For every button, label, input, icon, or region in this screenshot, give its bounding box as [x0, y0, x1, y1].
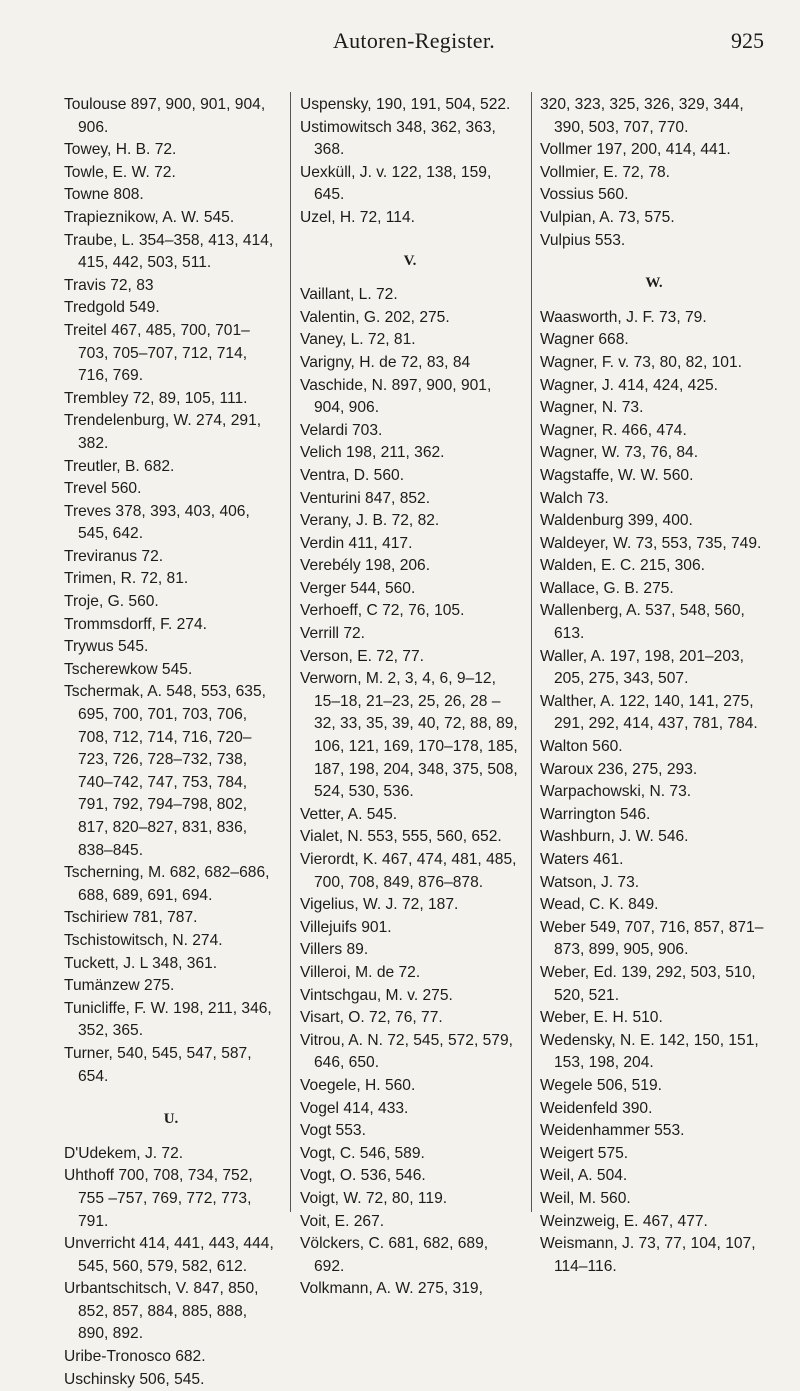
index-entry: Wagner, W. 73, 76, 84.	[540, 444, 699, 462]
index-entry: Verrill 72.	[300, 625, 366, 643]
index-entry: Ustimowitsch 348, 362, 363, 368.	[300, 118, 496, 159]
index-entry: Valentin, G. 202, 275.	[300, 308, 450, 326]
page-title: Autoren-Register.	[332, 28, 496, 53]
index-entry: Weinzweig, E. 467, 477.	[540, 1212, 708, 1230]
index-entry: Waldenburg 399, 400.	[540, 512, 693, 530]
index-entry: D'Udekem, J. 72.	[64, 1144, 184, 1162]
index-entry: Tredgold 549.	[64, 299, 160, 317]
index-entry: Tunicliffe, F. W. 198, 211, 346, 352, 365.	[64, 999, 272, 1040]
index-entry: Trevel 560.	[64, 480, 142, 498]
index-entry: Urbantschitsch, V. 847, 850, 852, 857, 884, 885, 888, 890, 892.	[64, 1280, 259, 1343]
index-entry: Traube, L. 354–358, 413, 414, 415, 442, 503, 511.	[64, 231, 274, 272]
index-entry: Walton 560.	[540, 738, 623, 756]
index-entry: Weil, M. 560.	[540, 1189, 631, 1207]
index-entry: Vulpian, A. 73, 575.	[540, 208, 675, 226]
index-entry: Verger 544, 560.	[300, 579, 416, 597]
index-entry: Weigert 575.	[540, 1144, 629, 1162]
index-entry: Wegele 506, 519.	[540, 1076, 662, 1094]
index-entry: Vogel 414, 433.	[300, 1099, 409, 1117]
index-entry: Verdin 411, 417.	[300, 534, 413, 552]
index-entry: Vierordt, K. 467, 474, 481, 485, 700, 708, 849, 876–878.	[300, 851, 517, 891]
index-entry: Watson, J. 73.	[540, 873, 640, 891]
index-entry: Trapieznikow, A. W. 545.	[64, 208, 235, 226]
index-entry: Vaschide, N. 897, 900, 901, 904, 906.	[300, 376, 492, 417]
index-entry: Walden, E. C. 215, 306.	[540, 557, 705, 575]
index-entry: Vitrou, A. N. 72, 545, 572, 579, 646, 650.	[300, 1031, 513, 1072]
index-entry: Verworn, M. 2, 3, 4, 6, 9–12, 15–18, 21–23, 25, 26, 28 –32, 33, 35, 39, 40, 72, 88, 89, 106, 121, 169, 170–178, 185, 187, 198, 204, 348, 375, 508, 524, 530, 536.	[300, 670, 518, 801]
index-entry: Vossius 560.	[540, 186, 629, 204]
index-entry: Verhoeff, C 72, 76, 105.	[300, 602, 465, 620]
index-entry: Wead, C. K. 849.	[540, 896, 659, 914]
column-divider	[290, 92, 291, 1212]
index-entry: Treves 378, 393, 403, 406, 545, 642.	[64, 502, 250, 543]
index-entry: Wallenberg, A. 537, 548, 560, 613.	[540, 602, 745, 643]
index-entry: Uschinsky 506, 545.	[64, 1370, 205, 1388]
index-entry: Unverricht 414, 441, 443, 444, 545, 560, 579, 582, 612.	[64, 1235, 274, 1275]
index-entry: Voigt, W. 72, 80, 119.	[300, 1189, 448, 1207]
index-entry: Weidenfeld 390.	[540, 1099, 653, 1117]
index-entry: Travis 72, 83	[64, 276, 154, 294]
index-entry: Velardi 703.	[300, 421, 383, 439]
index-entry: Trembley 72, 89, 105, 111.	[64, 389, 248, 407]
index-entry: Warpachowski, N. 73.	[540, 783, 692, 801]
index-entry: Verebély 198, 206.	[300, 557, 431, 575]
index-entry: Weber, Ed. 139, 292, 503, 510, 520, 521.	[540, 963, 756, 1004]
index-entry: Vulpius 553.	[540, 231, 626, 249]
index-entry: Trywus 545.	[64, 638, 149, 656]
index-entry: Tschiriew 781, 787.	[64, 909, 198, 927]
index-entry: Uribe-Tronosco 682.	[64, 1348, 206, 1366]
index-entry: Tschermak, A. 548, 553, 635, 695, 700, 701, 703, 706, 708, 712, 714, 716, 720–723, 726, 728–732, 738, 740–742, 747, 753, 784, 791, 792, 794–798, 802, 817, 820–827, 831, 836, 838–845.	[64, 683, 266, 859]
index-entry: Venturini 847, 852.	[300, 489, 431, 507]
index-entry: Voit, E. 267.	[300, 1212, 385, 1230]
index-entry: Voegele, H. 560.	[300, 1076, 416, 1094]
index-entry: Treutler, B. 682.	[64, 457, 175, 475]
index-entry: Vaney, L. 72, 81.	[300, 331, 416, 349]
index-entry: Wagner, N. 73.	[540, 399, 644, 417]
index-entry: Trommsdorff, F. 274.	[64, 615, 207, 633]
index-entry: Vogt, O. 536, 546.	[300, 1167, 426, 1185]
index-entry: Wagner, R. 466, 474.	[540, 421, 687, 439]
index-entry: Waroux 236, 275, 293.	[540, 760, 698, 778]
index-entry: Waasworth, J. F. 73, 79.	[540, 308, 707, 326]
index-entry: Villers 89.	[300, 941, 369, 959]
index-entry: Towle, E. W. 72.	[64, 163, 176, 181]
index-entry: Ventra, D. 560.	[300, 466, 405, 484]
index-entry: Tuckett, J. L 348, 361.	[64, 954, 218, 972]
index-entry: Verany, J. B. 72, 82.	[300, 512, 440, 530]
index-entry: Vetter, A. 545.	[300, 805, 398, 823]
page-number: 925	[731, 28, 764, 53]
index-entry: Wagner, F. v. 73, 80, 82, 101.	[540, 353, 742, 371]
index-entry: Tschistowitsch, N. 274.	[64, 931, 223, 949]
index-entry: Turner, 540, 545, 547, 587, 654.	[64, 1044, 252, 1085]
index-entry: Uspensky, 190, 191, 504, 522.	[300, 96, 511, 113]
index-entry: Wallace, G. B. 275.	[540, 579, 674, 597]
section-letter: W.	[645, 275, 663, 292]
index-entry: Towne 808.	[64, 186, 144, 204]
index-entry: 320, 323, 325, 326, 329, 344, 390, 503, 707, 770.	[540, 96, 744, 136]
index-entry: Vialet, N. 553, 555, 560, 652.	[300, 828, 502, 846]
index-entry: Weismann, J. 73, 77, 104, 107, 114–116.	[540, 1235, 756, 1275]
index-entry: Wagstaffe, W. W. 560.	[540, 466, 694, 484]
index-entry: Trimen, R. 72, 81.	[64, 570, 189, 588]
index-entry: Walther, A. 122, 140, 141, 275, 291, 292, 414, 437, 781, 784.	[540, 692, 758, 733]
index-column-3	[540, 94, 768, 1278]
index-entry: Weber, E. H. 510.	[540, 1009, 663, 1027]
index-entry: Walch 73.	[540, 489, 609, 507]
index-entry: Villejuifs 901.	[300, 918, 392, 936]
index-entry: Velich 198, 211, 362.	[300, 444, 445, 462]
index-column-2	[300, 94, 520, 1301]
index-entry: Weber 549, 707, 716, 857, 871–873, 899, 905, 906.	[540, 918, 764, 959]
index-entry: Troje, G. 560.	[64, 593, 159, 611]
index-entry: Volkmann, A. W. 275, 319,	[300, 1280, 483, 1298]
index-entry: Völckers, C. 681, 682, 689, 692.	[300, 1235, 489, 1275]
index-entry: Tumänzew 275.	[64, 977, 175, 995]
index-entry: Treviranus 72.	[64, 547, 164, 565]
column-divider	[531, 92, 532, 1212]
index-entry: Vogt 553.	[300, 1122, 366, 1140]
index-entry: Vogt, C. 546, 589.	[300, 1144, 425, 1162]
section-letter: U.	[163, 1111, 179, 1128]
index-entry: Toulouse 897, 900, 901, 904, 906.	[64, 96, 266, 136]
index-entry: Vaillant, L. 72.	[300, 286, 398, 304]
index-entry: Weil, A. 504.	[540, 1167, 628, 1185]
index-entry: Tscherewkow 545.	[64, 660, 193, 678]
index-entry: Treitel 467, 485, 700, 701–703, 705–707, 712, 714, 716, 769.	[64, 321, 250, 385]
index-entry: Tscherning, M. 682, 682–686, 688, 689, 691, 694.	[64, 864, 270, 904]
index-entry: Waldeyer, W. 73, 553, 735, 749.	[540, 534, 762, 552]
index-entry: Towey, H. B. 72.	[64, 141, 177, 159]
page-header	[64, 28, 764, 56]
index-entry: Waller, A. 197, 198, 201–203, 205, 275, 343, 507.	[540, 647, 745, 688]
index-entry: Trendelenburg, W. 274, 291, 382.	[64, 412, 262, 452]
index-entry: Wagner, J. 414, 424, 425.	[540, 376, 719, 394]
index-entry: Warrington 546.	[540, 805, 651, 823]
index-entry: Vollmer 197, 200, 414, 441.	[540, 141, 731, 159]
index-entry: Uzel, H. 72, 114.	[300, 208, 415, 226]
index-entry: Villeroi, M. de 72.	[300, 963, 421, 981]
index-entry: Wedensky, N. E. 142, 150, 151, 153, 198, 204.	[540, 1031, 759, 1072]
index-entry: Vigelius, W. J. 72, 187.	[300, 896, 459, 914]
index-entry: Uhthoff 700, 708, 734, 752, 755 –757, 769, 772, 773, 791.	[64, 1167, 253, 1230]
section-letter: V.	[403, 252, 417, 269]
index-entry: Visart, O. 72, 76, 77.	[300, 1009, 443, 1027]
index-entry: Verson, E. 72, 77.	[300, 647, 424, 665]
index-entry: Weidenhammer 553.	[540, 1122, 685, 1140]
index-entry: Vintschgau, M. v. 275.	[300, 986, 453, 1004]
index-entry: Wagner 668.	[540, 331, 629, 349]
index-entry: Vollmier, E. 72, 78.	[540, 163, 671, 181]
index-entry: Waters 461.	[540, 851, 624, 868]
index-entry: Washburn, J. W. 546.	[540, 828, 689, 846]
index-entry: Uexküll, J. v. 122, 138, 159, 645.	[300, 163, 492, 204]
index-entry: Varigny, H. de 72, 83, 84	[300, 353, 471, 371]
index-column-1	[64, 94, 278, 1391]
